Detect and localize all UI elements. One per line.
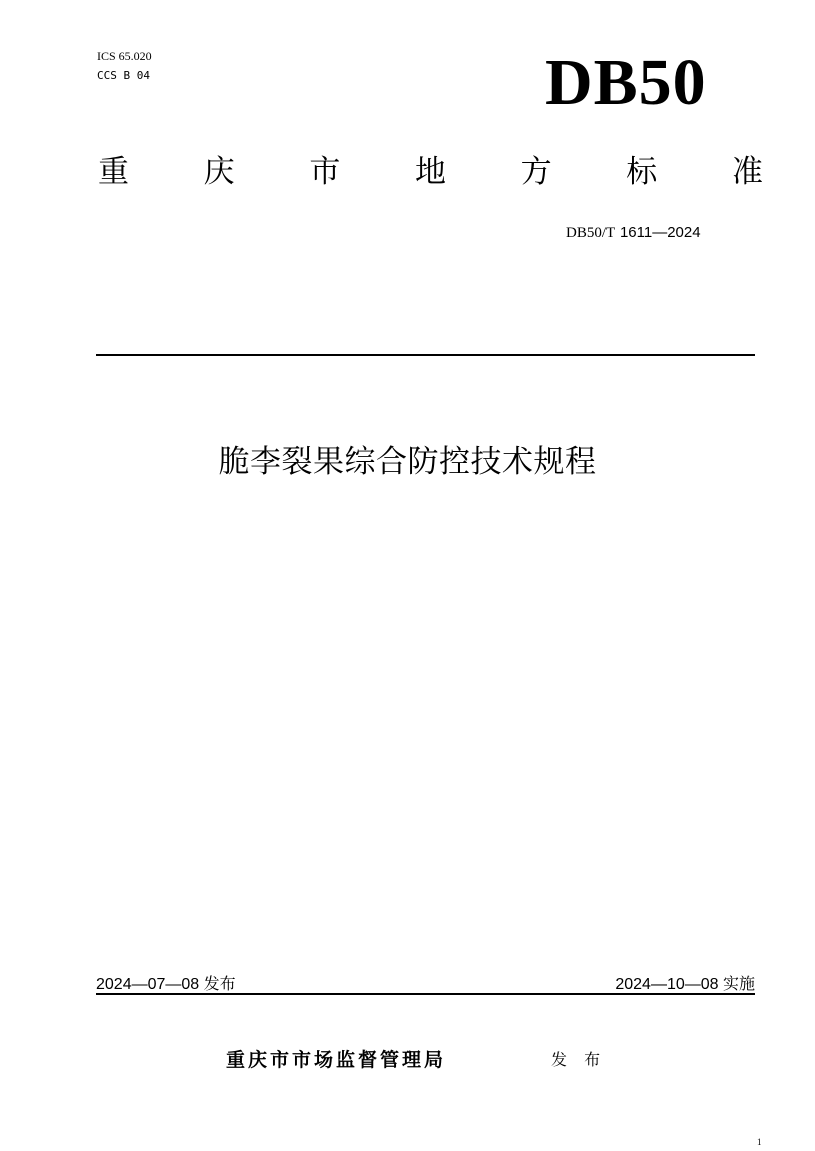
publish-label: 发 布: [551, 1050, 607, 1069]
document-title: 脆李裂果综合防控技术规程: [218, 444, 597, 480]
standard-logo: DB50: [545, 46, 707, 119]
date-row: [96, 973, 755, 995]
ccs-code: CCS B 04: [97, 69, 150, 82]
standard-number-digits: 1611—2024: [619, 224, 701, 241]
top-divider: [96, 354, 755, 356]
standard-type-char: 准: [731, 154, 763, 190]
publisher-name: 重庆市市场监督管理局: [226, 1049, 447, 1071]
page-number: 1: [757, 1137, 762, 1147]
release-date: 2024—07—08 发布: [96, 976, 236, 993]
standard-type-char: 标: [626, 154, 658, 190]
bottom-divider: [96, 993, 755, 995]
standard-type-heading: [98, 152, 763, 192]
classification-codes: [97, 46, 152, 86]
implementation-date: 2024—10—08 实施: [615, 976, 755, 993]
standard-type-char: 方: [520, 154, 552, 190]
standard-number: [566, 222, 701, 243]
ics-code: ICS 65.020: [97, 49, 152, 63]
standard-type-char: 地: [414, 154, 446, 190]
standard-type-char: 庆: [203, 154, 235, 190]
standard-type-char: 市: [309, 154, 341, 190]
standard-number-prefix: DB50/T: [566, 225, 616, 241]
standard-type-char: 重: [98, 154, 129, 190]
